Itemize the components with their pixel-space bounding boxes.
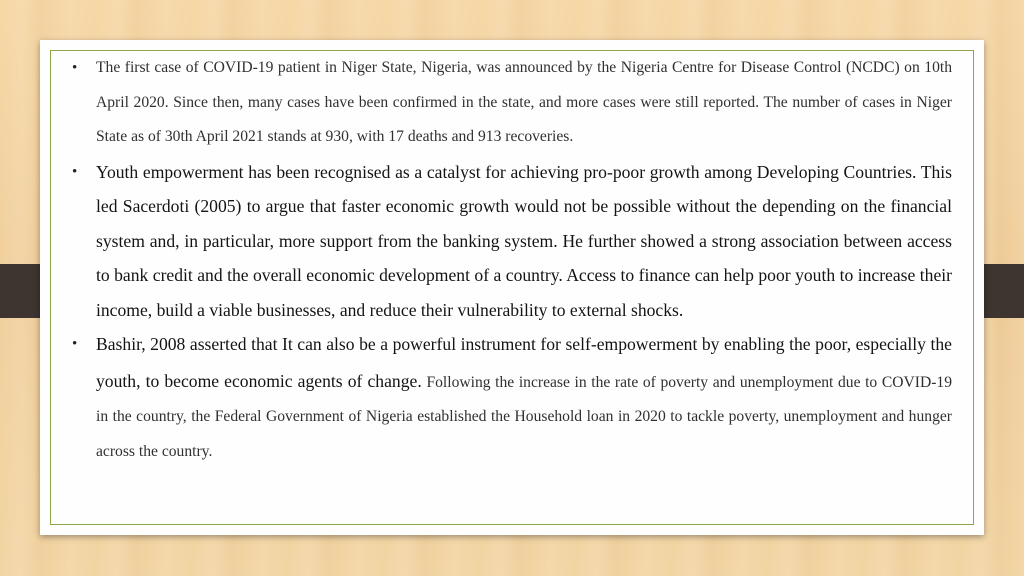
slide-content [56, 51, 952, 469]
bullet-text-part-a: Bashir, 2008 asserted that It can also be a powerful instrument for self-empowerment by enabling the poor, especially the youth, to become economic agents of change. [96, 334, 952, 391]
bullet-item-youth-empowerment [56, 155, 952, 328]
bullet-item-covid-cases [56, 51, 952, 155]
bullet-text-part-b: Following the increase in the rate of poverty and unemployment due to COVID-19 in the country, the Federal Government of Nigeria established the Household loan in 2020 to tackle poverty, unemployment and hunger across the country. [96, 373, 953, 460]
bullet-dot-icon: • [72, 60, 78, 76]
bullet-text: The first case of COVID-19 patient in Niger State, Nigeria, was announced by the Nigeria Centre for Disease Control (NCDC) on 10th April 2020. Since then, many cases have been confirmed in the state, and more cases were still reported. The number of cases in Niger State as of 30th April 2021 stands at 930, with 17 deaths and 913 recoveries. [96, 59, 952, 145]
bullet-dot-icon: • [72, 336, 78, 352]
bullet-dot-icon: • [72, 163, 78, 180]
bullet-item-bashir [56, 327, 952, 469]
bullet-text: Youth empowerment has been recognised as a catalyst for achieving pro-poor growth among Developing Countries. This led Sacerdoti (2005) to argue that faster economic growth would not be possible without the depending on the financial system and, in particular, more support from the banking system. He further showed a strong association between access to bank credit and the overall economic development of a country. Access to finance can help poor youth to increase their income, build a viable businesses, and reduce their vulnerability to external shocks. [96, 161, 952, 320]
bullet-text-mixed [96, 327, 952, 469]
